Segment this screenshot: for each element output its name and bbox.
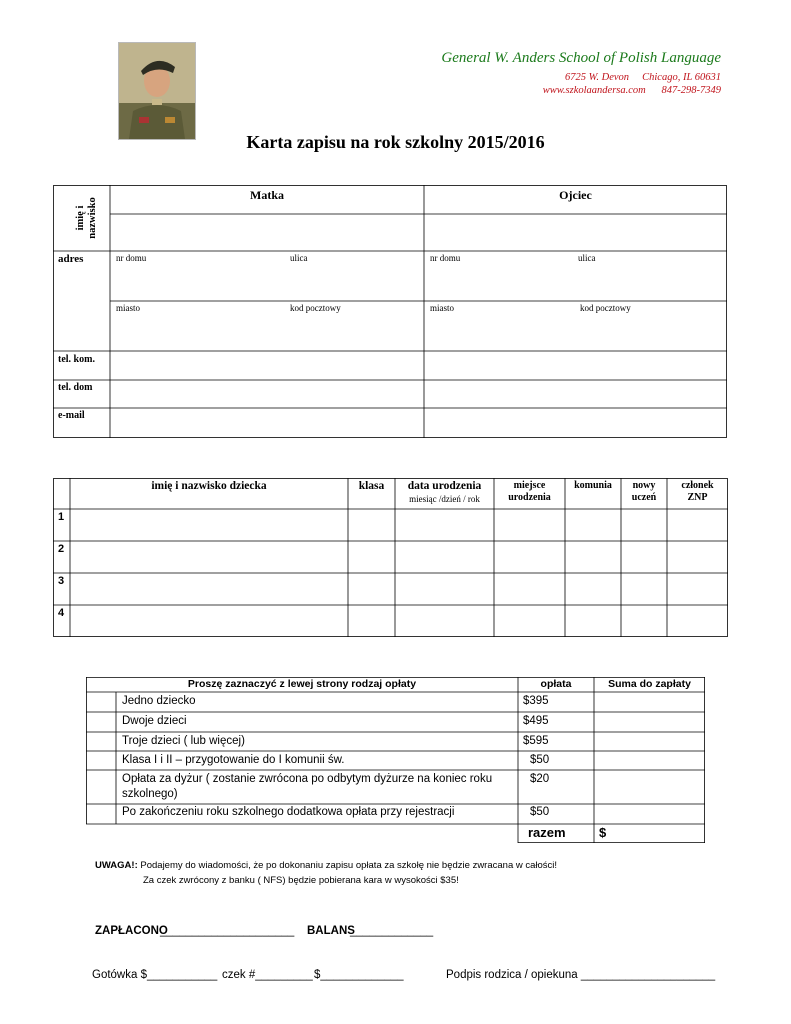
- dob-subheader: miesiąc /dzień / rok: [409, 494, 480, 504]
- fee-row-desc-cont: szkolnego): [122, 788, 178, 800]
- balance-field[interactable]: _____________: [350, 925, 434, 937]
- notice-text-1: Podajemy do wiadomości, że po dokonaniu zapisu opłata za szkołę nie będzie zwracana w całości!: [137, 860, 558, 871]
- school-contact: [543, 85, 721, 96]
- general-portrait-photo: [118, 42, 196, 140]
- child-row-number: 1: [58, 511, 65, 523]
- page-title: Karta zapisu na rok szkolny 2015/2016: [246, 132, 545, 152]
- email-row-label: e-mail: [58, 410, 85, 421]
- paid-field[interactable]: _____________________: [160, 925, 295, 937]
- total-due-input-area[interactable]: [594, 693, 704, 804]
- school-address: [565, 72, 721, 83]
- notice-text-2: Za czek zwrócony z banku ( NFS) będzie pobierana kara w wysokości $35!: [143, 875, 459, 886]
- child-row-number: 3: [58, 575, 65, 587]
- address-street: 6725 W. Devon: [564, 72, 630, 83]
- fee-type-header: Proszę zaznaczyć z lewej strony rodzaj opłaty: [187, 678, 417, 690]
- father-street-label: ulica: [578, 253, 596, 263]
- fee-checkbox-one-child[interactable]: [86, 693, 116, 712]
- father-house-no-label: nr domu: [430, 253, 461, 263]
- child-name-header: imię i nazwisko dziecka: [151, 480, 267, 492]
- address-city: Chicago, IL 60631: [642, 72, 721, 83]
- class-header: klasa: [358, 480, 385, 492]
- school-website[interactable]: www.szkolaandersa.com: [542, 85, 646, 96]
- birthplace-header-1: miejsce: [513, 480, 546, 491]
- notice-label: UWAGA!:: [95, 860, 138, 871]
- fee-row-desc: Po zakończeniu roku szkolnego dodatkowa opłata przy rejestracji: [122, 806, 455, 818]
- fee-row-amount: $595: [523, 735, 549, 747]
- fee-row-desc: Opłata za dyżur ( zostanie zwrócona po odbytym dyżurze na koniec roku: [122, 773, 493, 785]
- school-name: General W. Anders School of Polish Language: [441, 50, 721, 66]
- fee-row-desc: Troje dzieci ( lub więcej): [122, 735, 245, 747]
- portrait-image: [119, 43, 195, 139]
- fee-checkbox-communion[interactable]: [86, 752, 116, 770]
- father-city-label: miasto: [430, 303, 454, 313]
- mobile-row-label: tel. kom.: [58, 354, 95, 365]
- new-student-header-1: nowy: [632, 480, 656, 491]
- fee-checkbox-three-children[interactable]: [86, 733, 116, 751]
- mother-street-label: ulica: [290, 253, 308, 263]
- parent-signature-field[interactable]: Podpis rodzica / opiekuna _____________________: [446, 969, 716, 981]
- fee-row-amount: $495: [523, 715, 549, 727]
- total-label: razem: [528, 825, 566, 840]
- home-phone-row-label: tel. dom: [58, 382, 93, 393]
- fee-row-amount: $395: [523, 695, 549, 707]
- child-row-number: 4: [58, 607, 65, 619]
- fee-row-desc: Jedno dziecko: [122, 695, 196, 707]
- fee-row-desc: Klasa I i II – przygotowanie do I komunii św.: [122, 754, 345, 766]
- fee-checkbox-two-children[interactable]: [86, 713, 116, 732]
- name-row-label: [75, 185, 98, 251]
- notice-line-1: [95, 860, 557, 871]
- dob-header: data urodzenia: [407, 480, 482, 492]
- child-row-number: 2: [58, 543, 65, 555]
- paid-label: ZAPŁACONO: [95, 925, 168, 937]
- znp-member-header-1: członek: [681, 480, 714, 491]
- fee-row-amount: $20: [530, 773, 550, 785]
- znp-member-header-2: ZNP: [687, 492, 708, 503]
- name-row-label-text: imię i nazwisko: [75, 197, 98, 239]
- mother-house-no-label: nr domu: [116, 253, 147, 263]
- mother-zip-label: kod pocztowy: [290, 303, 341, 313]
- children-table: [53, 478, 728, 637]
- balance-label: BALANS: [307, 925, 355, 937]
- new-student-header-2: uczeń: [631, 492, 657, 503]
- communion-header: komunia: [574, 480, 612, 491]
- check-amount-field[interactable]: $_____________: [314, 969, 404, 981]
- fee-row-desc: Dwoje dzieci: [122, 715, 187, 727]
- fee-checkbox-duty[interactable]: [86, 771, 116, 804]
- check-number-field[interactable]: czek #_________: [222, 969, 313, 981]
- fees-table: [86, 677, 705, 843]
- fee-row-amount: $50: [530, 754, 550, 766]
- mother-city-label: miasto: [116, 303, 140, 313]
- school-phone: 847-298-7349: [661, 85, 721, 96]
- fee-row-amount: $50: [530, 806, 550, 818]
- father-zip-label: kod pocztowy: [580, 303, 631, 313]
- fee-checkbox-late-registration[interactable]: [86, 805, 116, 824]
- birthplace-header-2: urodzenia: [508, 492, 551, 503]
- father-column-header: Ojciec: [559, 188, 592, 202]
- parents-table: [53, 185, 727, 438]
- cash-field[interactable]: Gotówka $___________: [92, 969, 218, 981]
- fee-amount-header: opłata: [540, 678, 572, 690]
- total-currency: $: [599, 825, 607, 840]
- mother-column-header: Matka: [250, 188, 284, 202]
- address-row-label: adres: [58, 253, 84, 265]
- total-due-header: Suma do zapłaty: [608, 678, 691, 690]
